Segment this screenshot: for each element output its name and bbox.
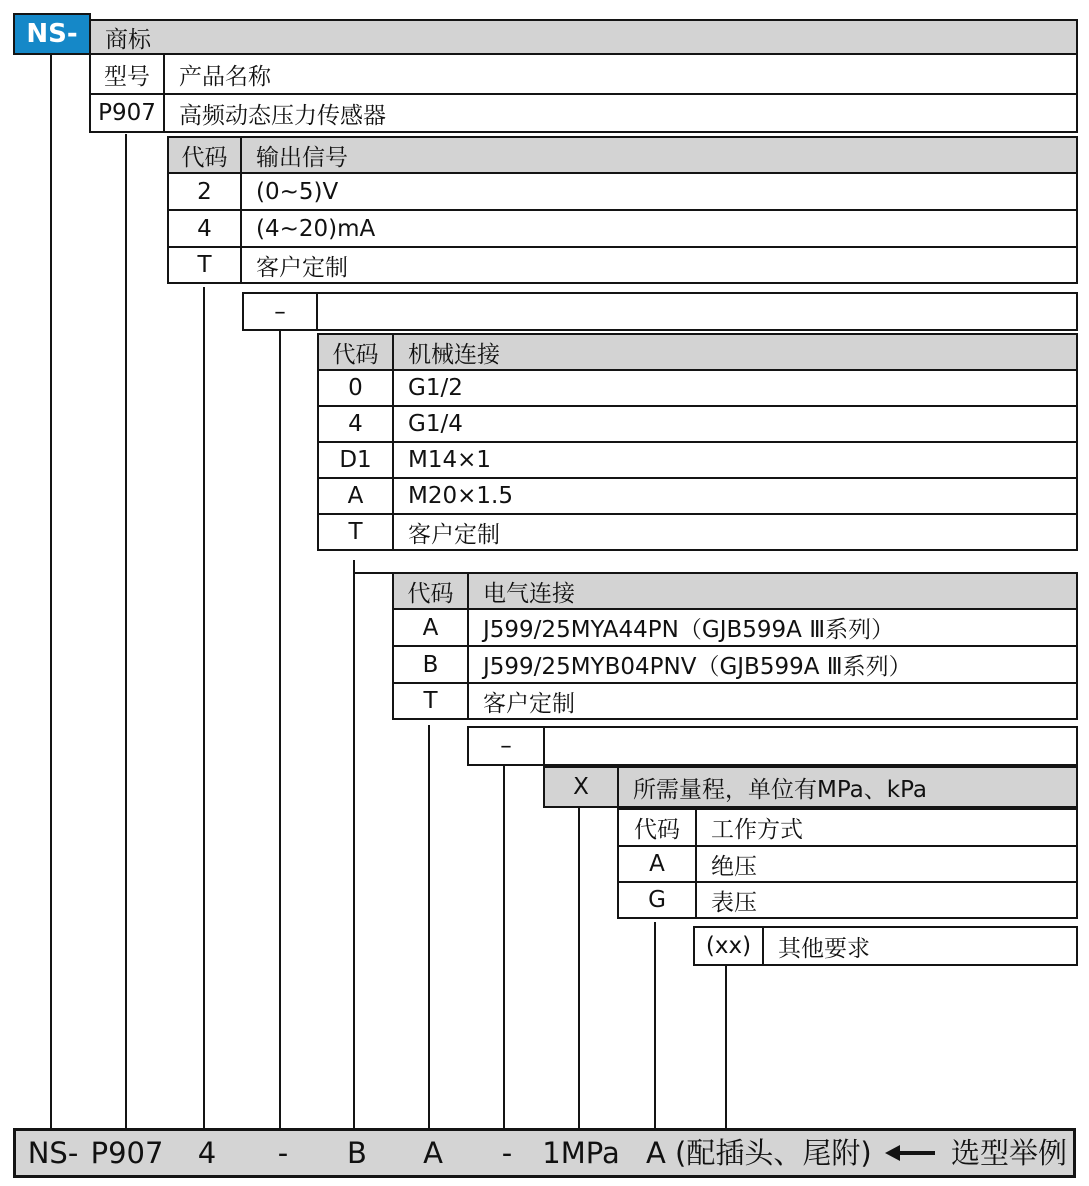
connector-line (125, 134, 127, 1128)
separator-dash: – (469, 728, 545, 764)
example-item: A (配插头、尾附) (646, 1136, 872, 1170)
model-table (89, 53, 1078, 133)
desc-cell: 客户定制 (483, 690, 575, 717)
table-row (619, 845, 1076, 881)
code-cell: T (394, 684, 469, 718)
separator-row-2 (467, 726, 1078, 766)
model-code: P907 (91, 95, 165, 131)
desc-cell: J599/25MYA44PN（GJB599A Ⅲ系列） (483, 617, 895, 643)
table-row (319, 477, 1076, 513)
desc-cell: 客户定制 (408, 521, 500, 548)
table-row (319, 405, 1076, 441)
code-cell: 2 (169, 174, 242, 209)
mechanical-header-name: 机械连接 (408, 341, 500, 368)
desc-cell: G1/4 (408, 411, 463, 437)
connector-line (353, 560, 355, 1128)
brand-label: 商标 (105, 26, 151, 53)
model-row (91, 93, 1076, 131)
connector-line (279, 330, 281, 1128)
connector-line (578, 807, 580, 1128)
connector-line (503, 765, 505, 1128)
electrical-header-code: 代码 (394, 574, 469, 608)
example-item: 4 (197, 1136, 217, 1170)
table-row (169, 172, 1076, 209)
desc-cell: J599/25MYB04PNV（GJB599A Ⅲ系列） (483, 654, 912, 680)
brand-label-row (89, 19, 1078, 55)
table-row (319, 513, 1076, 549)
work-mode-table (617, 808, 1078, 919)
other-req-code: (xx) (695, 928, 764, 964)
example-item: - (277, 1136, 289, 1170)
other-requirements-row (693, 926, 1078, 966)
model-header-row (91, 55, 1076, 93)
example-item: P907 (90, 1136, 164, 1170)
mechanical-header-code: 代码 (319, 335, 394, 369)
desc-cell: 表压 (711, 889, 757, 916)
brand-code: NS- (26, 19, 78, 49)
desc-cell: 绝压 (711, 853, 757, 880)
desc-cell: (4~20)mA (256, 215, 376, 242)
table-row (319, 369, 1076, 405)
range-name: 所需量程，单位有MPa、kPa (633, 776, 928, 803)
range-code: X (545, 768, 619, 806)
electrical-header-name: 电气连接 (483, 580, 575, 607)
code-cell: T (169, 248, 242, 282)
output-signal-header-row (169, 138, 1076, 172)
example-item: A (423, 1136, 443, 1170)
code-cell: T (319, 515, 394, 549)
desc-cell: 客户定制 (256, 254, 348, 281)
brand-code-box (13, 13, 91, 55)
work-mode-header-row (619, 810, 1076, 845)
code-cell: B (394, 647, 469, 682)
code-cell: A (619, 847, 697, 881)
separator-empty (545, 728, 1076, 764)
table-row (394, 682, 1076, 718)
work-mode-header-code: 代码 (619, 810, 697, 845)
model-name: 高频动态压力传感器 (179, 102, 386, 129)
table-row (169, 209, 1076, 246)
table-row (319, 441, 1076, 477)
output-signal-header-name: 输出信号 (256, 144, 348, 171)
connector-joint (353, 572, 394, 574)
work-mode-header-name: 工作方式 (711, 817, 803, 843)
range-row (543, 766, 1078, 808)
table-row (619, 881, 1076, 917)
code-cell: A (319, 479, 394, 513)
separator-row-1 (242, 292, 1078, 331)
code-cell: 4 (319, 407, 394, 441)
output-signal-table (167, 136, 1078, 284)
desc-cell: M14×1 (408, 447, 492, 473)
example-item: B (347, 1136, 367, 1170)
other-req-name: 其他要求 (778, 935, 870, 962)
desc-cell: M20×1.5 (408, 483, 513, 509)
example-item: NS- (27, 1136, 79, 1170)
code-cell: 4 (169, 211, 242, 246)
code-cell: 0 (319, 371, 394, 405)
mechanical-header-row (319, 335, 1076, 369)
example-item: 1MPa (542, 1136, 620, 1170)
desc-cell: (0~5)V (256, 178, 339, 205)
code-cell: D1 (319, 443, 394, 477)
model-header-code: 型号 (91, 55, 165, 93)
electrical-header-row (394, 574, 1076, 608)
separator-dash: – (244, 294, 318, 329)
table-row (169, 246, 1076, 282)
code-cell: A (394, 610, 469, 645)
table-row (394, 645, 1076, 682)
output-signal-header-code: 代码 (169, 138, 242, 172)
electrical-connection-table (392, 572, 1078, 720)
connector-line (203, 287, 205, 1128)
connector-line (654, 922, 656, 1128)
connector-line (50, 54, 52, 1128)
example-row (13, 1128, 1076, 1178)
example-caption: 选型举例 (951, 1136, 1068, 1170)
desc-cell: G1/2 (408, 375, 463, 401)
connector-line (725, 965, 727, 1128)
separator-empty (318, 294, 1076, 329)
left-arrow-icon (887, 1151, 935, 1155)
example-item: - (501, 1136, 513, 1170)
model-header-name: 产品名称 (179, 63, 271, 90)
mechanical-connection-table (317, 333, 1078, 551)
connector-line (428, 725, 430, 1128)
table-row (394, 608, 1076, 645)
code-cell: G (619, 883, 697, 917)
